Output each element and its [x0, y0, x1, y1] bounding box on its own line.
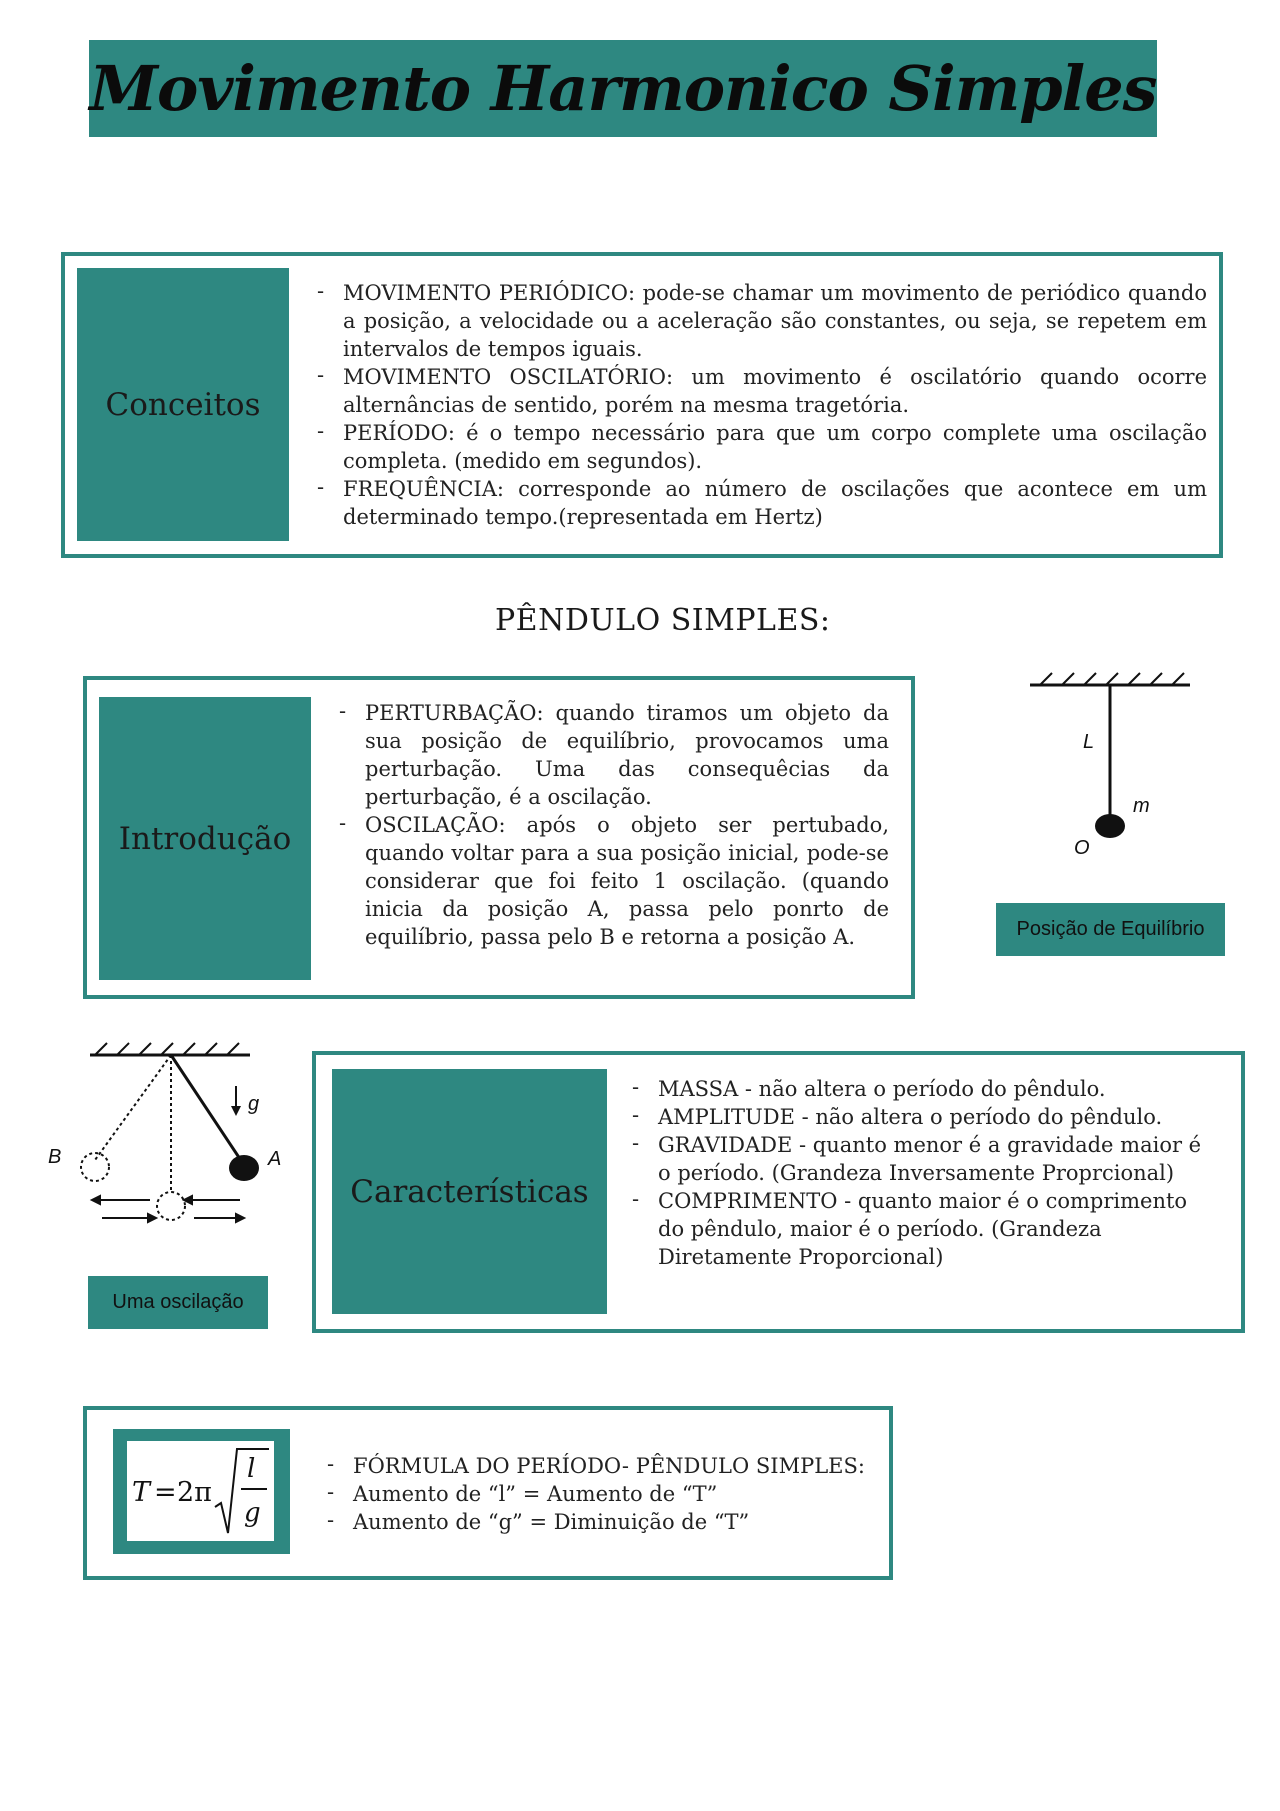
- oscilacao-caption: Uma oscilação: [88, 1276, 268, 1329]
- motion-arrows-icon: [92, 1196, 244, 1222]
- list-item: - FREQUÊNCIA: corresponde ao número de oscilações que acontece em um determinado tempo.(representada em Hertz): [317, 475, 1207, 531]
- formula-numerator: l: [247, 1454, 256, 1484]
- page-title: Movimento Harmonico Simples: [89, 52, 1157, 125]
- label-B: B: [48, 1146, 62, 1168]
- conceitos-list: [317, 279, 1207, 531]
- ceiling-hatch: [95, 1043, 239, 1055]
- list-item: - GRAVIDADE - quanto menor é a gravidade maior é o período. (Grandeza Inversamente Proprcional): [632, 1131, 1217, 1187]
- oscillation-pendulum-diagram: [40, 1040, 300, 1230]
- formula-coef: 2π: [177, 1477, 212, 1508]
- list-item: - AMPLITUDE - não altera o período do pêndulo.: [632, 1103, 1217, 1131]
- list-item: - Aumento de “g” = Diminuição de “T”: [327, 1508, 867, 1536]
- equilibrium-pendulum-diagram: [1020, 670, 1220, 870]
- list-item: - Aumento de “l” = Aumento de “T”: [327, 1480, 867, 1508]
- list-item: - FÓRMULA DO PERÍODO- PÊNDULO SIMPLES:: [327, 1452, 867, 1480]
- gravity-arrow-icon: [231, 1106, 241, 1116]
- position-B-mass: [81, 1153, 109, 1181]
- caracteristicas-label: Características: [332, 1069, 607, 1314]
- title-banner: [89, 40, 1157, 137]
- label-A: A: [268, 1148, 282, 1170]
- pendulum-mass: [1095, 814, 1125, 838]
- equilibrium-mass: [157, 1192, 185, 1220]
- introducao-box: [83, 676, 915, 999]
- formula-panel: [127, 1441, 274, 1541]
- list-item: - OSCILAÇÃO: após o objeto ser pertubado, quando voltar para a sua posição inicial, pode-se considerar que foi feito 1 oscilação. (quando inicia da posição A, passa pelo ponrto de equilíbrio, passa pelo B e retorna a posição A.: [339, 811, 889, 951]
- formula-frame: [113, 1429, 290, 1554]
- label-L: L: [1083, 731, 1095, 753]
- formula-list: [327, 1452, 867, 1536]
- list-item: - MOVIMENTO PERIÓDICO: pode-se chamar um movimento de periódico quando a posição, a velocidade ou a aceleração são constantes, ou seja, se repetem em intervalos de tempos iguais.: [317, 279, 1207, 363]
- ceiling-hatch: [1040, 673, 1184, 685]
- caracteristicas-list: [632, 1075, 1217, 1271]
- label-O: O: [1074, 837, 1090, 859]
- conceitos-label: Conceitos: [77, 268, 289, 541]
- formula-equals: =: [154, 1477, 177, 1508]
- introducao-label: Introdução: [99, 697, 311, 980]
- equilibrio-caption: Posição de Equilíbrio: [996, 903, 1225, 956]
- caracteristicas-box: [312, 1051, 1245, 1333]
- formula-denominator: g: [244, 1498, 261, 1528]
- introducao-list: [339, 699, 889, 951]
- label-g: g: [248, 1093, 260, 1115]
- label-m: m: [1133, 795, 1150, 817]
- period-formula: [127, 1441, 274, 1541]
- formula-lhs: T: [132, 1477, 151, 1508]
- list-item: - PERÍODO: é o tempo necessário para que um corpo complete uma oscilação completa. (medido em segundos).: [317, 419, 1207, 475]
- list-item: - COMPRIMENTO - quanto maior é o comprimento do pêndulo, maior é o período. (Grandeza Diretamente Proporcional): [632, 1187, 1217, 1271]
- sqrt-icon: [215, 1449, 269, 1533]
- pendulo-heading: PÊNDULO SIMPLES:: [495, 603, 831, 638]
- conceitos-box: [61, 252, 1223, 558]
- list-item: - MASSA - não altera o período do pêndulo.: [632, 1075, 1217, 1103]
- list-item: - PERTURBAÇÃO: quando tiramos um objeto da sua posição de equilíbrio, provocamos uma perturbação. Uma das consequêcias da perturbação, é a oscilação.: [339, 699, 889, 811]
- list-item: - MOVIMENTO OSCILATÓRIO: um movimento é oscilatório quando ocorre alternâncias de sentido, porém na mesma tragetória.: [317, 363, 1207, 419]
- formula-box: [83, 1406, 893, 1580]
- position-A-mass: [229, 1155, 259, 1181]
